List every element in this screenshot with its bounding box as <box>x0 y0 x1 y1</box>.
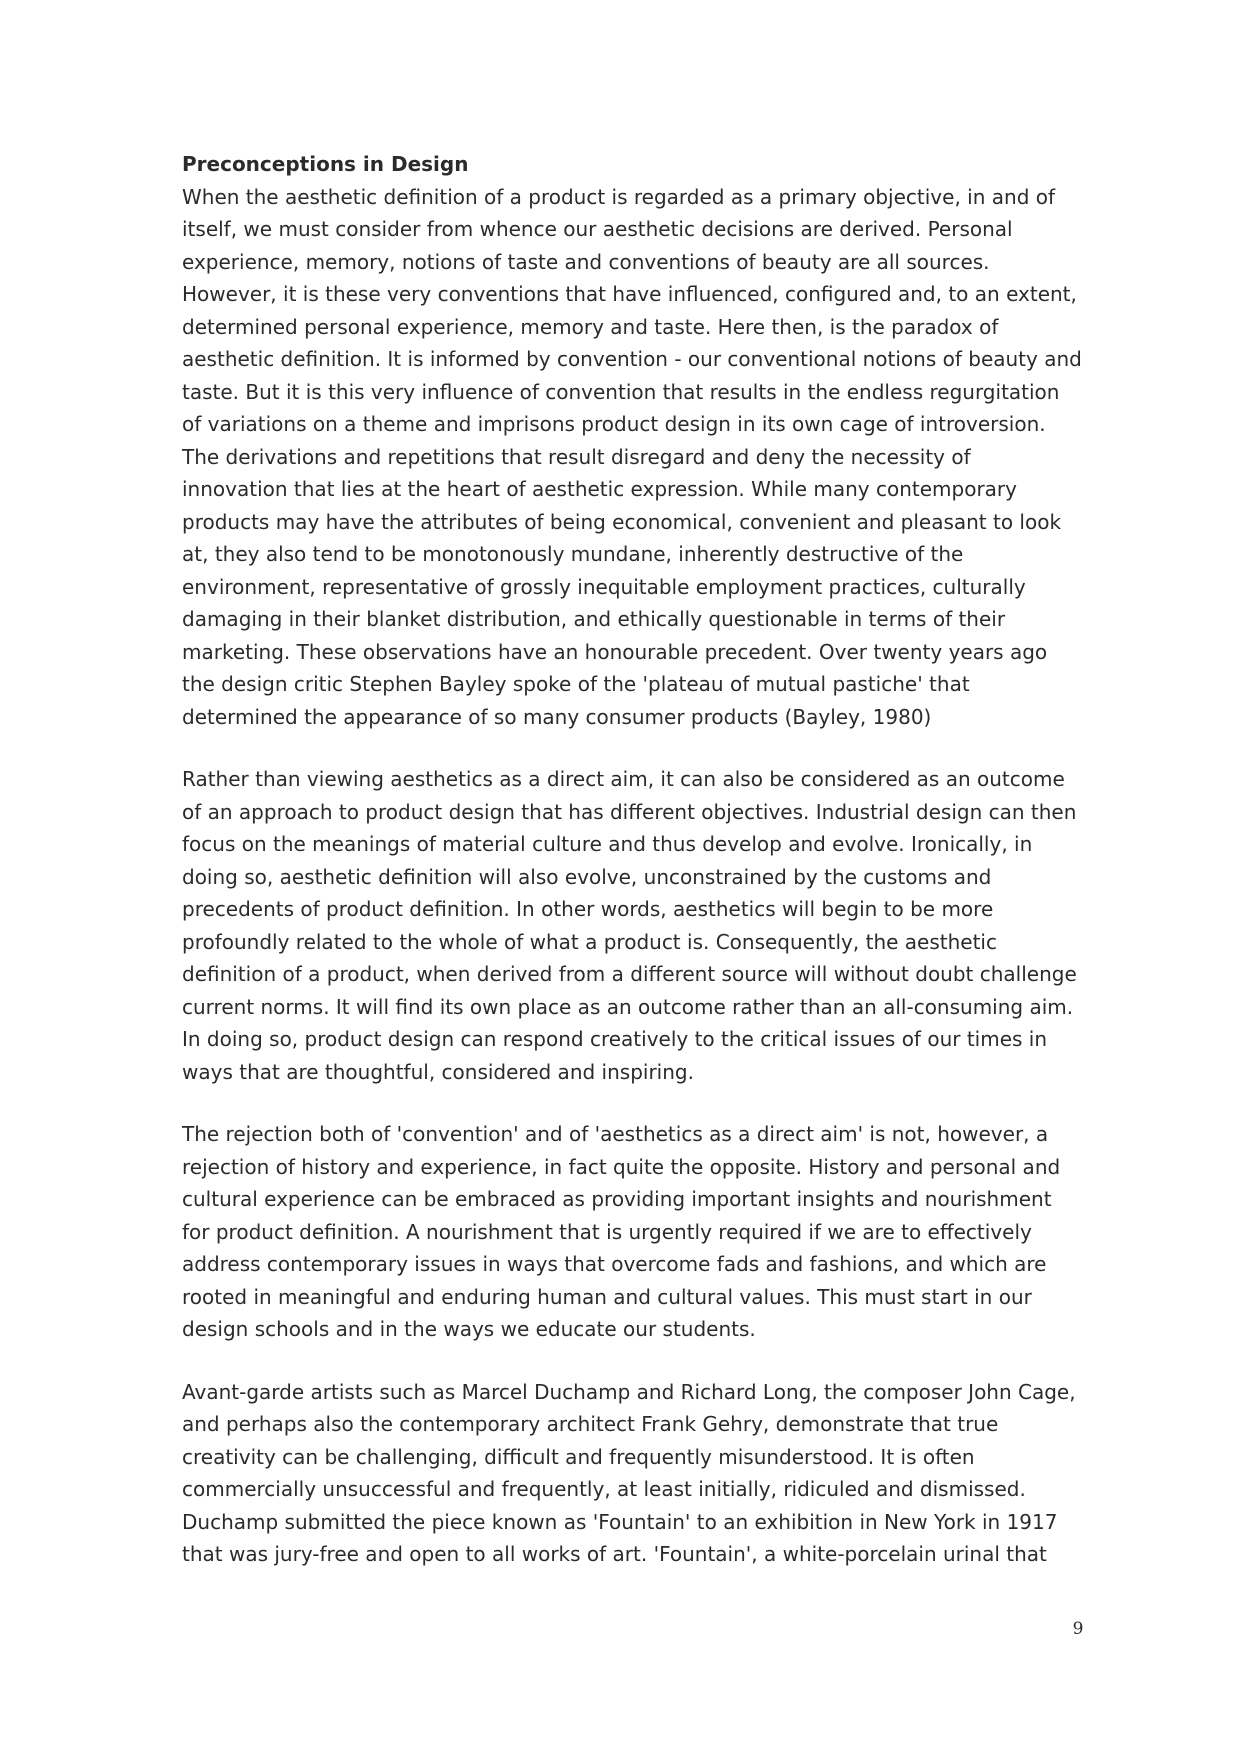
body-paragraph-1: When the aesthetic definition of a product is regarded as a primary objective, in and of itself, we must consider from whence our aesthetic decisions are derived. Personal experience, memory, notions of taste and conventions of beauty are all sources. However, it is these very conventions that have influenced, configured and, to an extent, determined personal experience, memory and taste. Here then, is the paradox of aesthetic definition. It is informed by convention - our conventional notions of beauty and taste. But it is this very influence of convention that results in the endless regurgitation of variations on a theme and imprisons product design in its own cage of introversion. The derivations and repetitions that result disregard and deny the necessity of innovation that lies at the heart of aesthetic expression. While many contemporary products may have the attributes of being economical, convenient and pleasant to look at, they also tend to be monotonously mundane, inherently destructive of the environment, representative of grossly inequitable employment practices, culturally damaging in their blanket distribution, and ethically questionable in terms of their marketing. These observations have an honourable precedent. Over twenty years ago the design critic Stephen Bayley spoke of the 'plateau of mutual pastiche' that determined the appearance of so many consumer products (Bayley, 1980) <box>182 184 1082 729</box>
page-number: 9 <box>1072 1619 1084 1639</box>
body-paragraph-2: Rather than viewing aesthetics as a direct aim, it can also be considered as an outcome of an approach to product design that has different objectives. Industrial design can then focus on the meanings of material culture and thus develop and evolve. Ironically, in doing so, aesthetic definition will also evolve, unconstrained by the customs and precedents of product definition. In other words, aesthetics will begin to be more profoundly related to the whole of what a product is. Consequently, the aesthetic definition of a product, when derived from a different source will without doubt challenge current norms. It will find its own place as an outcome rather than an all-consuming aim. In doing so, product design can respond creatively to the critical issues of our times in ways that are thoughtful, considered and inspiring. <box>182 767 1077 1084</box>
section-heading: Preconceptions in Design <box>182 152 469 176</box>
body-paragraph-3: The rejection both of 'convention' and of 'aesthetics as a direct aim' is not, however, a rejection of history and experience, in fact quite the opposite. History and personal and cultural experience can be embraced as providing important insights and nourishment for product definition. A nourishment that is urgently required if we are to effectively address contemporary issues in ways that overcome fads and fashions, and which are rooted in meaningful and enduring human and cultural values. This must start in our design schools and in the ways we educate our students. <box>182 1122 1061 1341</box>
body-paragraph-4: Avant-garde artists such as Marcel Duchamp and Richard Long, the composer John Cage, and perhaps also the contemporary architect Frank Gehry, demonstrate that true creativity can be challenging, difficult and frequently misunderstood. It is often commercially unsuccessful and frequently, at least initially, ridiculed and dismissed. Duchamp submitted the piece known as 'Fountain' to an exhibition in New York in 1917 that was jury-free and open to all works of art. 'Fountain', a white-porcelain urinal that <box>182 1379 1076 1566</box>
page-body <box>182 148 1082 1571</box>
